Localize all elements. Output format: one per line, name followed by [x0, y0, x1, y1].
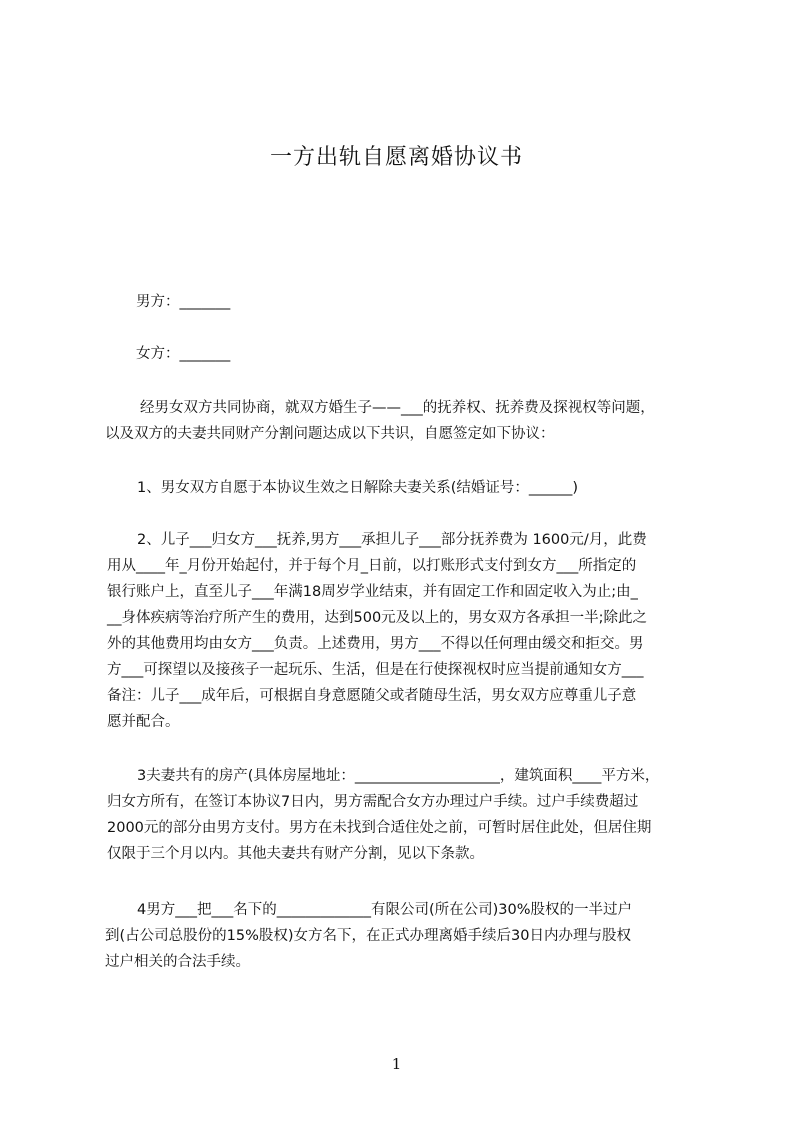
clause-4-line: 到(占公司总股份的15%股权)女方名下，在正式办理离婚手续后30日内办理与股权	[105, 928, 631, 944]
clause-2-line: __身体疾病等治疗所产生的费用，达到500元及以上的，男女双方各承担一半;除此之	[107, 610, 648, 626]
clause-2-line: 用从____年_月份开始起付，并于每个月_日前，以打账形式支付到女方___所指定的	[107, 558, 637, 574]
male-party-field: 男方：_______	[136, 294, 231, 310]
female-party-field: 女方：_______	[136, 346, 231, 362]
clause-2-line: 备注：儿子___成年后，可根据自身意愿随父或者随母生活，男女双方应尊重儿子意	[107, 688, 637, 704]
clause-4-line: 过户相关的合法手续。	[105, 954, 250, 970]
clause-3-line: 仅限于三个月以内。其他夫妻共有财产分割，见以下条款。	[107, 846, 484, 862]
intro-line: 经男女双方共同协商，就双方婚生子——___的抚养权、抚养费及探视权等问题，	[140, 400, 655, 416]
clause-3-line: 归女方所有，在签订本协议7日内，男方需配合女方办理过户手续。过户手续费超过	[107, 794, 639, 810]
clause-4-line: 4男方___把___名下的_____________有限公司(所在公司)30%股权的一半过户	[137, 902, 633, 918]
page-number: 1	[391, 1055, 402, 1073]
clause-2-line: 愿并配合。	[107, 714, 180, 730]
document-title: 一方出轨自愿离婚协议书	[269, 145, 523, 170]
clause-2-line: 2、儿子___归女方___抚养,男方___承担儿子___部分抚养费为 1600元/月，此费	[137, 532, 647, 548]
clause-3-line: 2000元的部分由男方支付。男方在未找到合适住处之前，可暂时居住此处，但居住期	[107, 820, 652, 836]
clause-3-line: 3夫妻共有的房产(具体房屋地址：____________________，建筑面积____平方米，	[137, 768, 660, 784]
clause-1-line: 1、男女双方自愿于本协议生效之日解除夫妻关系(结婚证号：______)	[137, 480, 579, 496]
clause-2-line: 银行账户上，直至儿子___年满18周岁学业结束，并有固定工作和固定收入为止;由_	[107, 584, 638, 600]
intro-line: 以及双方的夫妻共同财产分割问题达成以下共识，自愿签定如下协议：	[105, 426, 555, 442]
clause-2-line: 方___可探望以及接孩子一起玩乐、生活，但是在行使探视权时应当提前通知女方___	[107, 662, 644, 678]
clause-2-line: 外的其他费用均由女方___负责。上述费用，男方___不得以任何理由缓交和拒交。男	[107, 636, 644, 652]
